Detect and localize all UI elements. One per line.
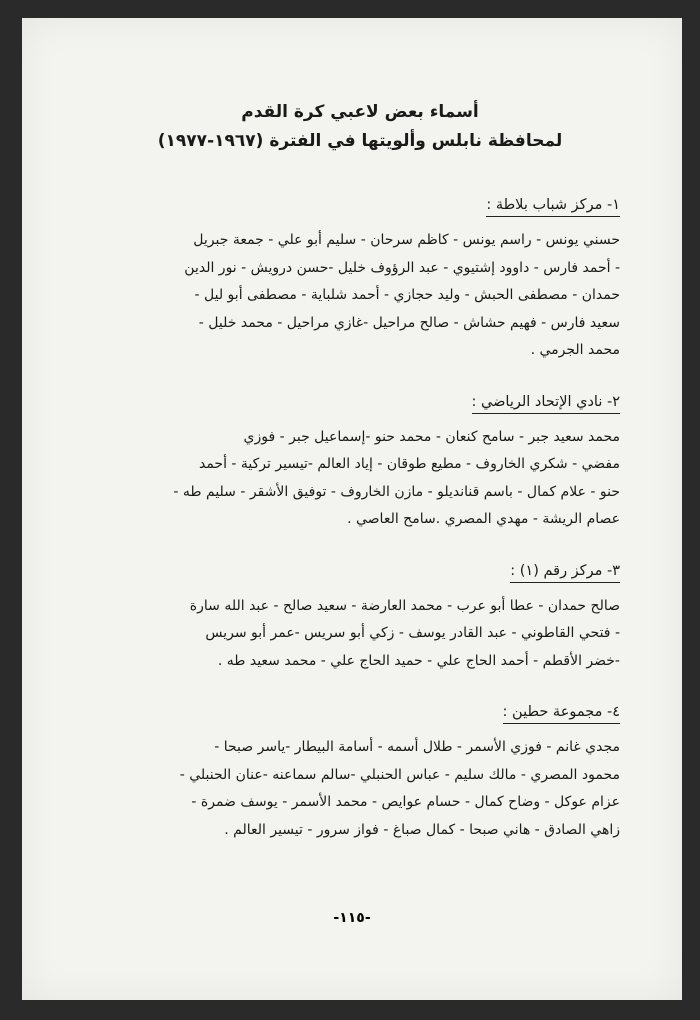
section-body (100, 734, 620, 844)
title-line-2: لمحافظة نابلس وألويتها في الفترة (١٩٦٧-١٩٧٧) (157, 131, 563, 151)
text-line: مفضي - شكري الخاروف - مطيع طوقان - إياد العالم -تيسير تركية - أحمد (198, 456, 620, 472)
text-line: حمدان - مصطفى الحبش - وليد حجازي - أحمد شلباية - مصطفى أبو ليل - (194, 287, 620, 303)
text-line: محمد سعيد جبر - سامح كنعان - محمد حنو -إسماعيل جبر - فوزي (243, 428, 620, 445)
text-line: محمد الجرمي . (530, 342, 620, 358)
section-heading: ١- مركز شباب بلاطة : (486, 195, 620, 217)
text-line: عزام عوكل - وضاح كمال - حسام عوايص - محمد الأسمر - يوسف ضمرة - (191, 794, 620, 810)
text-line: حنو - علام كمال - باسم قنانديلو - مازن الخاروف - توفيق الأشقر - سليم طه - (173, 483, 620, 500)
document-page (22, 18, 682, 1000)
text-line: عصام الريشة - مهدي المصري .سامح العاصي . (347, 511, 620, 527)
section-body (100, 424, 620, 534)
text-line: حسني يونس - راسم يونس - كاظم سرحان - سليم أبو علي - جمعة جبريل (193, 232, 620, 248)
section-heading: ٣- مركز رقم (١) : (510, 561, 620, 583)
title-line-1: أسماء بعض لاعبي كرة القدم (241, 102, 479, 122)
section-body (100, 227, 620, 365)
section-hittin-group (100, 701, 620, 844)
text-line: سعيد فارس - فهيم حشاش - صالح مراحيل -غازي مراحيل - محمد خليل - (198, 314, 620, 331)
text-line: - أحمد فارس - داوود إشتيوي - عبد الرؤوف خليل -حسن درويش - نور الدين (184, 259, 620, 276)
page-content (100, 98, 620, 870)
page-title (100, 98, 620, 156)
section-heading: ٤- مجموعة حطين : (503, 702, 620, 724)
text-line: - فتحي القاطوني - عبد القادر يوسف - زكي أبو سريس -عمر أبو سريس (205, 625, 620, 641)
text-line: مجدي غانم - فوزي الأسمر - طلال أسمه - أسامة البيطار -ياسر صبحا - (214, 739, 620, 755)
text-line: زاهي الصادق - هاني صبحا - كمال صباغ - فواز سرور - تيسير العالم . (224, 821, 620, 838)
text-line: محمود المصري - مالك سليم - عباس الحنبلي -سالم سماعنه -عنان الحنبلي - (179, 766, 620, 783)
section-ittihad-club (100, 391, 620, 534)
page-number: -١١٥- (333, 910, 371, 926)
text-line: -خضر الأقطم - أحمد الحاج علي - حميد الحاج علي - محمد سعيد طه . (217, 652, 620, 669)
section-center-one (100, 560, 620, 676)
text-line: صالح حمدان - عطا أبو عرب - محمد العارضة - سعيد صالح - عبد الله سارة (189, 597, 620, 614)
section-heading: ٢- نادي الإتحاد الرياضي : (472, 392, 620, 414)
section-body (100, 593, 620, 676)
section-shabab-balata (100, 194, 620, 365)
